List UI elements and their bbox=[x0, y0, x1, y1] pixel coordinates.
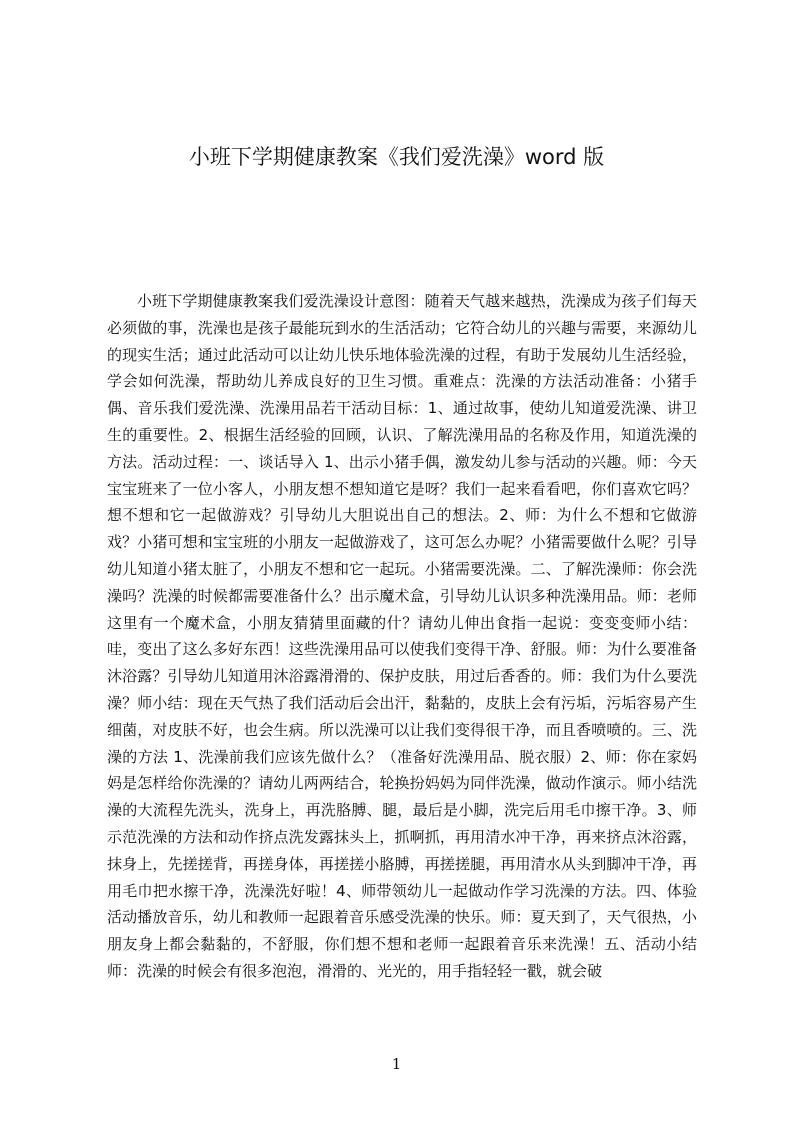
document-body-paragraph: 小班下学期健康教案我们爱洗澡设计意图：随着天气越来越热，洗澡成为孩子们每天必须做的事，洗澡也是孩子最能玩到水的生活活动；它符合幼儿的兴趣与需要，来源幼儿的现实生活；通过此活动可以让幼儿快乐地体验洗澡的过程，有助于发展幼儿生活经验，学会如何洗澡，帮助幼儿养成良好的卫生习惯。重难点：洗澡的方法活动准备：小猪手偶、音乐我们爱洗澡、洗澡用品若干活动目标：1、通过故事，使幼儿知道爱洗澡、讲卫生的重要性。2、根据生活经验的回顾，认识、了解洗澡用品的名称及作用，知道洗澡的方法。活动过程：一、谈话导入 1、出示小猪手偶，激发幼儿参与活动的兴趣。师：今天宝宝班来了一位小客人，小朋友想不想知道它是呀？我们一起来看看吧，你们喜欢它吗？想不想和它一起做游戏？引导幼儿大胆说出自己的想法。2、师：为什么不想和它做游戏？小猪可想和宝宝班的小朋友一起做游戏了，这可怎么办呢？小猪需要做什么呢？引导幼儿知道小猪太脏了，小朋友不想和它一起玩。小猪需要洗澡。二、了解洗澡师：你会洗澡吗？洗澡的时候都需要准备什么？出示魔术盒，引导幼儿认识多种洗澡用品。师：老师这里有一个魔术盒，小朋友猜猜里面藏的什？请幼儿伸出食指一起说：变变变师小结：哇，变出了这么多好东西！这些洗澡用品可以使我们变得干净、舒服。师：为什么要准备沐浴露？引导幼儿知道用沐浴露滑滑的、保护皮肤，用过后香香的。师：我们为什么要洗澡？师小结：现在天气热了我们活动后会出汗，黏黏的，皮肤上会有污垢，污垢容易产生细菌，对皮肤不好，也会生病。所以洗澡可以让我们变得很干净，而且香喷喷的。三、洗澡的方法 1、洗澡前我们应该先做什么？（准备好洗澡用品、脱衣服）2、师：你在家妈妈是怎样给你洗澡的？请幼儿两两结合，轮换扮妈妈为同伴洗澡，做动作演示。师小结洗澡的大流程先洗头，洗身上，再洗胳膊、腿，最后是小脚，洗完后用毛巾擦干净。3、师示范洗澡的方法和动作挤点洗发露抹头上，抓啊抓，再用清水冲干净，再来挤点沐浴露，抹身上，先搓搓背，再搓身体，再搓搓小胳膊，再搓搓腿，再用清水从头到脚冲干净，再用毛巾把水擦干净，洗澡洗好啦！4、师带领幼儿一起做动作学习洗澡的方法。四、体验活动播放音乐，幼儿和教师一起跟着音乐感受洗澡的快乐。师：夏天到了，天气很热，小朋友身上都会黏黏的，不舒服，你们想不想和老师一起跟着音乐来洗澡！五、活动小结师：洗澡的时候会有很多泡泡，滑滑的、光光的，用手指轻轻一戳，就会破 bbox=[107, 292, 697, 980]
page-number: 1 bbox=[391, 1055, 402, 1073]
document-title: 小班下学期健康教案《我们爱洗澡》word 版 bbox=[188, 145, 605, 169]
